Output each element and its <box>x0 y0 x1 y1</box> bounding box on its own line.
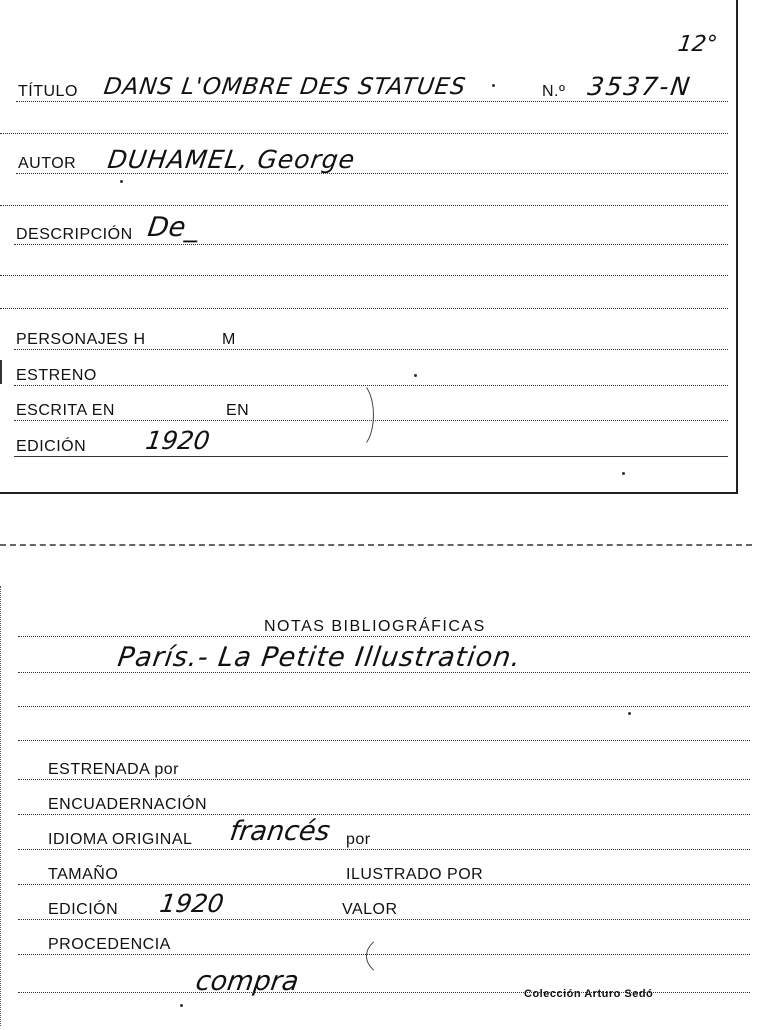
tamano-line <box>18 884 750 885</box>
personajes-m-label: M <box>222 331 236 348</box>
autor-value: DUHAMEL, George <box>105 145 358 174</box>
edicion-back-line <box>18 919 750 920</box>
descripcion-label: DESCRIPCIÓN <box>16 226 133 243</box>
catalog-card-back <box>0 544 752 1030</box>
speck <box>180 1004 183 1007</box>
notas-title: NOTAS BIBLIOGRÁFICAS <box>264 618 486 635</box>
speck <box>492 84 495 87</box>
notas-value: París.- La Petite Illustration. <box>115 642 524 673</box>
stamp-mark <box>366 934 426 978</box>
autor-label: AUTOR <box>18 155 77 172</box>
descripcion-value: De_ <box>145 212 202 243</box>
titulo-line <box>16 101 728 102</box>
escrita-en-label: EN <box>226 402 250 419</box>
estreno-label: ESTRENO <box>16 367 97 384</box>
encuadernacion-line <box>18 814 750 815</box>
procedencia-label: PROCEDENCIA <box>48 936 171 953</box>
valor-label: VALOR <box>342 901 398 918</box>
speck <box>628 712 631 715</box>
notas-line-2 <box>18 706 750 707</box>
estreno-line <box>14 385 728 386</box>
personajes-line <box>14 349 728 350</box>
idioma-line <box>18 849 750 850</box>
stamp-mark <box>338 380 374 450</box>
personajes-label: PERSONAJES H <box>16 331 146 348</box>
encuadernacion-label: ENCUADERNACIÓN <box>48 796 208 813</box>
edicion-line <box>14 456 728 457</box>
edge-mark <box>0 360 2 384</box>
edicion-value: 1920 <box>143 426 212 455</box>
coleccion-stamp: Colección Arturo Sedó <box>524 988 654 1000</box>
procedencia-value: compra <box>193 966 301 997</box>
titulo-value: DANS L'OMBRE DES STATUES <box>102 74 468 100</box>
edicion-back-value: 1920 <box>157 889 226 918</box>
blank-line-1 <box>0 133 728 134</box>
speck <box>414 374 417 377</box>
edicion-label: EDICIÓN <box>16 438 87 455</box>
notas-line-1 <box>18 672 750 673</box>
idioma-label: IDIOMA ORIGINAL <box>48 831 193 848</box>
titulo-label: TÍTULO <box>18 83 78 100</box>
blank-line-4 <box>0 308 728 309</box>
card-edge <box>0 586 3 1026</box>
autor-line <box>16 173 728 174</box>
estrenada-line <box>18 779 750 780</box>
numero-label: N.º <box>542 83 566 100</box>
speck <box>120 180 123 183</box>
tamano-label: TAMAÑO <box>48 866 119 883</box>
corner-note: 12° <box>676 32 719 57</box>
blank-line-2 <box>0 205 728 206</box>
edicion-back-label: EDICIÓN <box>48 901 119 918</box>
estrenada-label: ESTRENADA por <box>48 761 179 778</box>
catalog-card-front <box>0 0 738 494</box>
notas-title-line <box>18 636 750 637</box>
speck <box>622 472 625 475</box>
idioma-value: francés <box>227 816 332 847</box>
escrita-label: ESCRITA EN <box>16 402 115 419</box>
numero-value: 3537-N <box>585 72 694 101</box>
idioma-por-label: por <box>346 831 371 848</box>
blank-line-3 <box>0 275 728 276</box>
ilustrado-label: ILUSTRADO POR <box>346 866 484 883</box>
notas-line-3 <box>18 740 750 741</box>
descripcion-line <box>14 244 728 245</box>
